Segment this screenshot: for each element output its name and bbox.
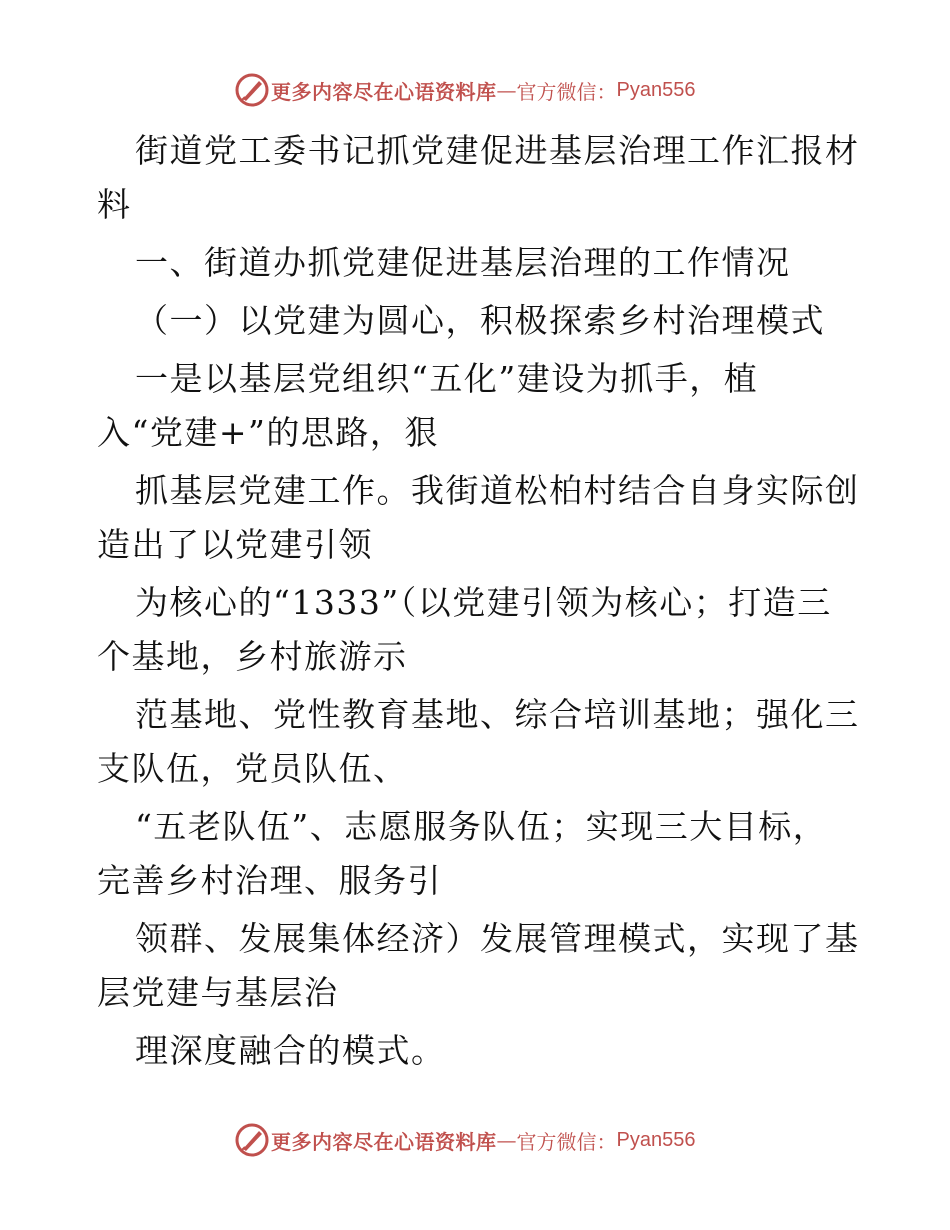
paragraph-line: 一是以基层党组织“五化”建设为抓手，植 (135, 359, 759, 398)
paragraph-line: 个基地，乡村旅游示 (97, 637, 408, 676)
paragraph-line: 入“党建+”的思路，狠 (97, 413, 439, 452)
footer-watermark (235, 1123, 695, 1157)
paragraph-line: 领群、发展集体经济）发展管理模式，实现了基 (135, 919, 860, 958)
paragraph-line: 理深度融合的模式。 (135, 1031, 446, 1070)
section-heading-2: （一）以党建为圆心，积极探索乡村治理模式 (135, 301, 825, 340)
quill-pen-logo-icon (235, 1123, 269, 1157)
paragraph-line: 完善乡村治理、服务引 (97, 861, 442, 900)
watermark-brand: 更多内容尽在心语资料库 (271, 79, 497, 104)
paragraph-line: 为核心的“1333”（以党建引领为核心；打造三 (135, 583, 832, 622)
watermark-label: 官方微信： (516, 79, 617, 104)
paragraph-line: 抓基层党建工作。我街道松柏村结合自身实际创 (135, 471, 860, 510)
section-heading-1: 一、街道办抓党建促进基层治理的工作情况 (135, 243, 791, 282)
watermark-id: Pyan556 (616, 1128, 696, 1151)
watermark-separator: — (496, 1128, 517, 1152)
header-watermark (235, 73, 695, 107)
paragraph-line: 范基地、党性教育基地、综合培训基地；强化三 (135, 695, 860, 734)
watermark-brand: 更多内容尽在心语资料库 (271, 1129, 497, 1154)
document-body (97, 124, 860, 1078)
watermark-id: Pyan556 (616, 78, 696, 101)
paragraph-line: 层党建与基层治 (97, 973, 339, 1012)
paragraph-line: “五老队伍”、志愿服务队伍；实现三大目标， (135, 807, 828, 846)
paragraph-line: 造出了以党建引领 (97, 525, 373, 564)
document-title-line-2: 料 (97, 185, 132, 224)
watermark-label: 官方微信： (516, 1129, 617, 1154)
watermark-separator: — (496, 78, 517, 102)
quill-pen-logo-icon (235, 73, 269, 107)
paragraph-line: 支队伍，党员队伍、 (97, 749, 408, 788)
document-title-line-1: 街道党工委书记抓党建促进基层治理工作汇报材 (135, 131, 860, 170)
